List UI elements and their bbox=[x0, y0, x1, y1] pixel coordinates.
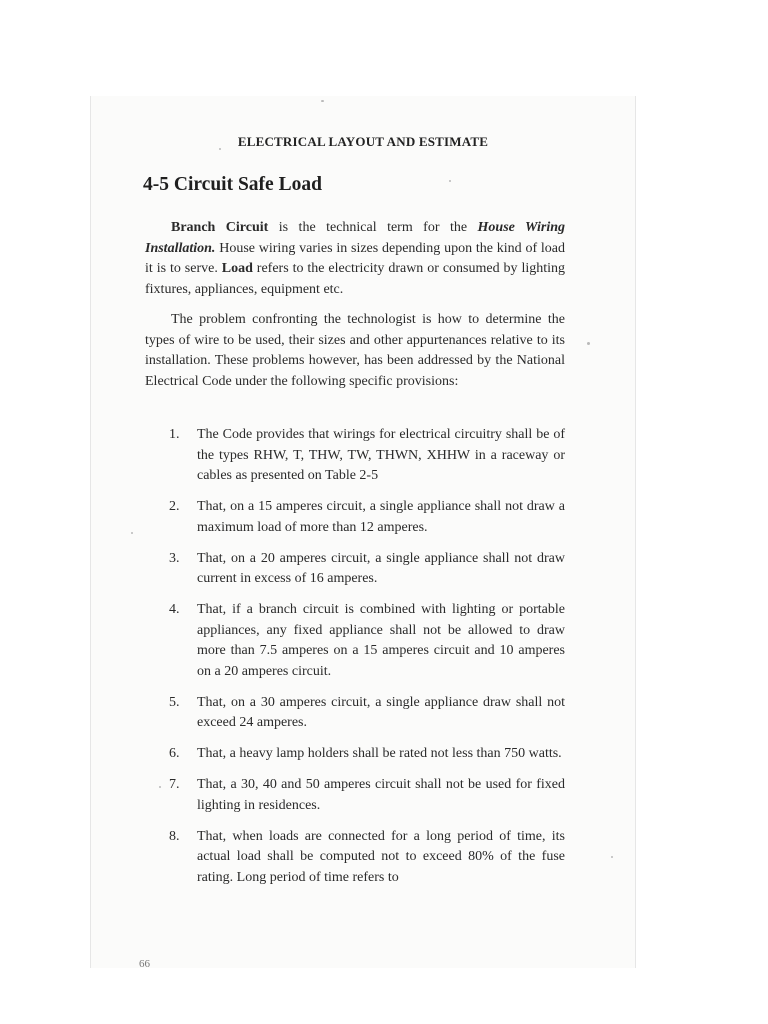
provision-number: 5. bbox=[169, 694, 180, 710]
scanned-page bbox=[90, 96, 636, 968]
scan-speck bbox=[131, 532, 133, 534]
scan-speck bbox=[587, 342, 590, 345]
paragraph-problem: The problem confronting the technologist is how to determine the types of wire to be used, their sizes and other appurtenances relative to its installation. These problems however, has been addressed by the National Electrical Code under the following specific provisions: bbox=[145, 312, 565, 389]
section-title: 4-5 Circuit Safe Load bbox=[143, 174, 322, 195]
provision-item bbox=[145, 693, 565, 734]
scan-speck bbox=[159, 786, 161, 788]
scan-speck bbox=[611, 856, 613, 858]
paragraph-intro bbox=[145, 218, 565, 300]
term-house-wiring: House Wiring Installation. bbox=[145, 220, 565, 256]
provision-text: That, on a 20 amperes circuit, a single appliance shall not draw current in excess of 16 amperes. bbox=[197, 550, 565, 586]
term-branch-circuit: Branch Circuit bbox=[171, 220, 269, 235]
provision-number: 6. bbox=[169, 746, 180, 761]
provision-number: 4. bbox=[169, 602, 180, 617]
paragraph-intro-text-2: House wiring varies in sizes depending upon the kind of load it is to serve. bbox=[145, 240, 565, 276]
provision-item bbox=[145, 549, 565, 590]
provision-text: That, when loads are connected for a long period of time, its actual load shall be computed not to exceed 80% of the fuse rating. Long period of time refers to bbox=[197, 828, 565, 885]
provision-number: 7. bbox=[169, 777, 180, 792]
provision-item bbox=[145, 600, 565, 682]
provision-item bbox=[145, 497, 565, 538]
provision-item bbox=[145, 425, 565, 487]
provision-text: That, if a branch circuit is combined with lighting or portable appliances, any fixed appliance shall not be allowed to draw more than 7.5 amperes on a 15 amperes circuit and 10 amperes on a 20 amperes circuit. bbox=[197, 602, 565, 679]
provision-text: That, a 30, 40 and 50 amperes circuit shall not be used for fixed lighting in residences. bbox=[197, 777, 565, 813]
provision-text: That, a heavy lamp holders shall be rated not less than 750 watts. bbox=[197, 746, 562, 761]
provision-text: That, on a 15 amperes circuit, a single appliance shall not draw a maximum load of more than 12 amperes. bbox=[197, 499, 565, 535]
provision-item bbox=[145, 775, 565, 816]
paragraph-intro-text-3: refers to the electricity drawn or consumed by lighting fixtures, appliances, equipment etc. bbox=[145, 261, 565, 297]
paragraph-intro-text-1: is the technical term for the bbox=[268, 220, 478, 235]
provision-number: 1. bbox=[169, 427, 180, 442]
running-head: ELECTRICAL LAYOUT AND ESTIMATE bbox=[237, 134, 489, 149]
provision-number: 3. bbox=[169, 550, 180, 566]
provisions-list bbox=[145, 425, 565, 899]
scan-speck bbox=[321, 100, 324, 102]
provision-item bbox=[145, 744, 565, 765]
provision-text: That, on a 30 amperes circuit, a single appliance draw shall not exceed 24 amperes. bbox=[197, 694, 565, 730]
page-number-fragment: 66 bbox=[139, 958, 150, 968]
provision-number: 2. bbox=[169, 499, 180, 514]
provision-text: The Code provides that wirings for electrical circuitry shall be of the types RHW, T, THW, TW, THWN, XHHW in a raceway or cables as presented on Table 2-5 bbox=[197, 427, 565, 483]
term-load: Load bbox=[221, 261, 253, 276]
scan-speck bbox=[219, 148, 221, 150]
scan-speck bbox=[449, 180, 451, 182]
provision-number: 8. bbox=[169, 828, 180, 844]
provision-item bbox=[145, 827, 565, 889]
